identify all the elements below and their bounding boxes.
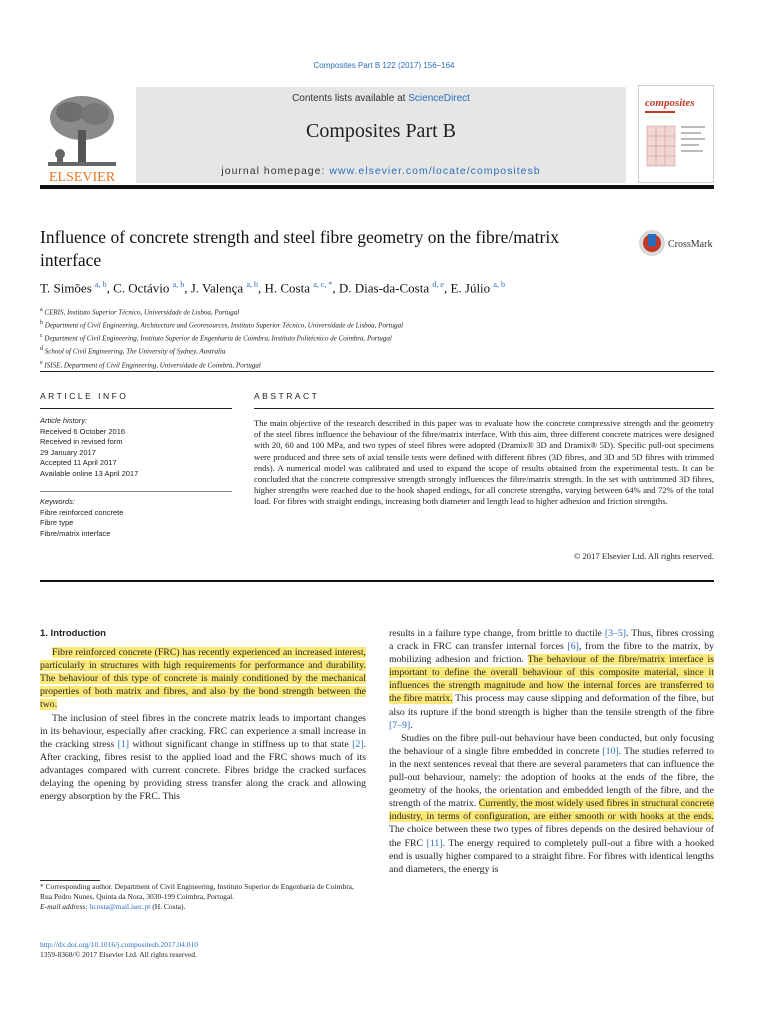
affiliation-text: CERIS, Instituto Superior Técnico, Universidade de Lisboa, Portugal	[44, 308, 240, 317]
author-affil-marker[interactable]: a, b	[172, 280, 185, 289]
history-item: Accepted 11 April 2017	[40, 458, 117, 467]
sciencedirect-link[interactable]: ScienceDirect	[408, 93, 470, 104]
affiliation-item	[40, 331, 720, 344]
text-run: results in a failure type change, from brittle to ductile	[389, 628, 605, 639]
text-run: without significant change in stiffness up to that state	[129, 738, 353, 750]
affiliation-key: b	[40, 320, 43, 327]
footnote-rule	[40, 880, 100, 881]
affiliation-key: d	[40, 346, 43, 353]
paragraph	[40, 712, 366, 804]
history-item: 29 January 2017	[40, 447, 96, 457]
reference-link[interactable]: [2]	[352, 738, 364, 750]
homepage-link[interactable]: www.elsevier.com/locate/compositesb	[329, 165, 541, 177]
history-item: Received in revised form	[40, 437, 123, 446]
article-info-rule	[40, 408, 232, 409]
reference-link[interactable]: [3–5]	[604, 628, 627, 639]
keyword-item[interactable]: Fibre reinforced concrete	[40, 507, 124, 517]
author-affil-marker[interactable]: a, b	[246, 280, 258, 289]
affiliation-item	[40, 358, 720, 371]
affiliation-text: Department of Civil Engineering, Instituto Superior de Engenharia de Coimbra, Instituto Politécnico de Coimbra, Portugal	[44, 334, 392, 343]
text-run: The inclusion of steel fibres in the concrete matrix leads to important changes in its behaviour, especially after cracking. FRC can experience a small increase in the cracking stress	[40, 712, 366, 750]
affiliation-key: e	[40, 359, 43, 366]
history-label: Article history:	[40, 416, 88, 425]
author-name[interactable]: C. Octávio	[113, 280, 170, 296]
section-divider	[40, 371, 714, 372]
reference-link[interactable]: [11]	[426, 837, 443, 849]
text-run: .	[410, 719, 413, 731]
author-name[interactable]: T. Simões	[40, 280, 92, 296]
paragraph	[389, 732, 714, 876]
article-history	[40, 416, 230, 479]
text-run: Studies on the fibre pull-out behaviour have been conducted, but only focusing the behaviour of a single fibre embedded in concrete	[389, 732, 714, 757]
section-heading-introduction: 1. Introduction	[40, 628, 106, 639]
keywords-block	[40, 497, 230, 539]
right-column	[389, 627, 714, 876]
homepage-prefix: journal homepage:	[221, 165, 330, 177]
article-info-heading: ARTICLE INFO	[40, 391, 129, 401]
affiliation-text: Department of Civil Engineering, Architecture and Georesources, Instituto Superior Técnico, Universidade de Lisboa, Portugal	[44, 321, 404, 330]
masthead-rule	[40, 185, 714, 189]
reference-link[interactable]: [7–9]	[389, 719, 411, 731]
publisher-name: ELSEVIER	[48, 170, 116, 185]
journal-homepage	[136, 165, 626, 177]
doi-link[interactable]: http://dx.doi.org/10.1016/j.compositesb.2017.04.010	[40, 940, 198, 949]
affiliation-text: School of Civil Engineering, The University of Sydney, Australia	[44, 347, 226, 356]
keywords-rule	[40, 491, 232, 492]
author-affil-marker[interactable]: a, b	[493, 280, 505, 289]
highlighted-text[interactable]: The behaviour of the fibre/matrix interface is important to define the overall behaviour of this composite material, since it influences the strength magnitude and how the internal forces are transferred to the fibre matrix.	[389, 654, 714, 705]
history-item: Available online 13 April 2017	[40, 468, 139, 478]
keyword-item[interactable]: Fibre type	[40, 518, 74, 527]
email-link[interactable]: hcosta@mail.isec.pt	[89, 901, 151, 911]
text-run: , from the fibre to the matrix, by mobilizing adhesion and friction.	[389, 641, 714, 666]
text-run: . The energy required to completely pull-out a fibre with a hooked end is usually higher compared to a straight fibre. For fibres with identical lengths and diameters, the energy is	[389, 837, 714, 875]
affiliation-item	[40, 344, 720, 357]
keywords-label: Keywords:	[40, 497, 76, 506]
contents-line	[136, 93, 626, 104]
abstract-heading: ABSTRACT	[254, 391, 320, 401]
journal-cover-thumbnail[interactable]	[638, 85, 714, 183]
article-title: Influence of concrete strength and steel fibre geometry on the fibre/matrix interface	[40, 227, 559, 270]
abstract-text: The main objective of the research described in this paper was to evaluate how the concrete compressive strength and the geometry of the steel fibres influence the behaviour of the fibre/matrix interface. With this aim, three different concrete matrices were designed with 20, 60 and 100 MPa, and two types of steel fibres were adopted (Dramix® 3D and Dramix® 5D). Specific pull-out specimens were produced and three sets of axial tensile tests were defined with different fibres (3D fibres, and 3D and 5D fibres with trimmed ends). A numerical model was calibrated and used to expand the scope of results obtained from the experimental tests. It can be concluded that the concrete compressive strength strongly influences the fibre/matrix strength. In the set with untrimmed 3D fibres, higher strengths were reached due to the hook shaped endings, for all concrete strengths, varying between 64% and 72% of the total load. For fibres with straight endings, increasing both diameter and length lead to higher adhesion and friction strengths.	[254, 418, 714, 507]
author-name[interactable]: H. Costa	[264, 280, 310, 296]
body-divider	[40, 580, 714, 582]
author-affil-marker[interactable]: d, e	[432, 280, 444, 289]
email-suffix: (H. Costa).	[150, 901, 186, 911]
copyright-notice: © 2017 Elsevier Ltd. All rights reserved.	[573, 551, 714, 561]
corresponding-author-note: * Corresponding author. Department of Civil Engineering, Instituto Superior de Engenharia de Coimbra, Rua Pedro Nunes, Quinta da Nora, 3030-199 Coimbra, Portugal.	[40, 882, 354, 901]
footnote	[40, 882, 366, 911]
history-item: Received 6 October 2016	[40, 426, 126, 436]
issn-copyright: 1359-8368/© 2017 Elsevier Ltd. All rights reserved.	[40, 950, 197, 959]
author-affil-marker[interactable]: a, b	[95, 280, 107, 289]
email-label: E-mail address:	[40, 901, 90, 911]
paragraph	[40, 646, 366, 711]
contents-prefix: Contents lists available at	[292, 93, 409, 104]
cover-title: composites	[645, 97, 695, 109]
affiliation-item	[40, 305, 720, 318]
text-run: . After cracking, fibres resist to the applied load and the FRC shows much of its advantages compared with current concrete. Fibres bridge the cracked surfaces delaying the opening by providing stress transfer along the crack and allowing energy absorption by the FRC. This	[40, 738, 366, 803]
author-name[interactable]: J. Valença	[190, 280, 244, 296]
reference-link[interactable]: [10]	[602, 745, 619, 757]
left-column	[40, 627, 366, 803]
paragraph	[389, 627, 714, 732]
crossmark-badge[interactable]	[638, 228, 718, 258]
highlighted-text[interactable]: Currently, the most widely used fibres in structural concrete industry, in terms of configuration, are either smooth or with hooks at the ends.	[389, 798, 714, 823]
reference-link[interactable]: [1]	[117, 738, 130, 750]
crossmark-label: CrossMark	[668, 239, 713, 250]
affiliation-key: c	[40, 333, 43, 340]
affiliation-list	[40, 305, 720, 371]
affiliation-key: a	[40, 307, 43, 313]
affiliation-text: ISISE, Department of Civil Engineering, Universidade de Coimbra, Portugal	[44, 360, 261, 369]
author-name[interactable]: D. Dias-da-Costa	[338, 280, 430, 296]
abstract-rule	[254, 408, 714, 409]
journal-title: Composites Part B	[305, 120, 456, 142]
author-list: T. Simões $^{a, b}$, C. Octávio $^{a, b}$, J. Valença $^{a, b}$, H. Costa $^{a, c, *}$, D. Dias-da-Costa $^{d, e}$, E. Júlio $^{a, b}$	[40, 280, 505, 296]
text-run: . The studies referred to in the next sentences reveal that there are several parameters that can influence the pull-out behaviour, namely: the adoption of hooks at the ends of the fibre, the geometry of the hooks, the orientation and embedded length of the fibre, and the strength of the matrix.	[389, 745, 714, 810]
email-line	[40, 902, 366, 912]
highlighted-text[interactable]: Fibre reinforced concrete (FRC) has recently experienced an increased interest, particularly in structures with high requirements for performance and durability. The behaviour of this type of concrete is mainly conditioned by the mechanical properties of both matrix and fibres, and also by the bond strength between the two.	[40, 647, 366, 711]
keyword-item[interactable]: Fibre/matrix interface	[40, 528, 111, 538]
affiliation-item	[40, 318, 720, 331]
text-run: This process may cause slipping and deformation of the fibre, but also its rupture if the bond strength is higher than the tensile strength of the fibre	[389, 693, 714, 718]
text-run: . Thus, fibres crossing a crack in FRC can transfer internal forces	[389, 628, 714, 653]
author-name[interactable]: E. Júlio	[450, 280, 491, 296]
reference-link[interactable]: [6]	[567, 641, 579, 653]
text-run: The choice between these two types of fibres depends on the desired behaviour of the FRC	[389, 824, 714, 849]
elsevier-logo	[40, 90, 124, 186]
journal-citation-link[interactable]: Composites Part B 122 (2017) 156–164	[313, 61, 455, 70]
author-affil-marker[interactable]: a, c, *	[313, 280, 333, 289]
doi-block	[40, 940, 366, 960]
